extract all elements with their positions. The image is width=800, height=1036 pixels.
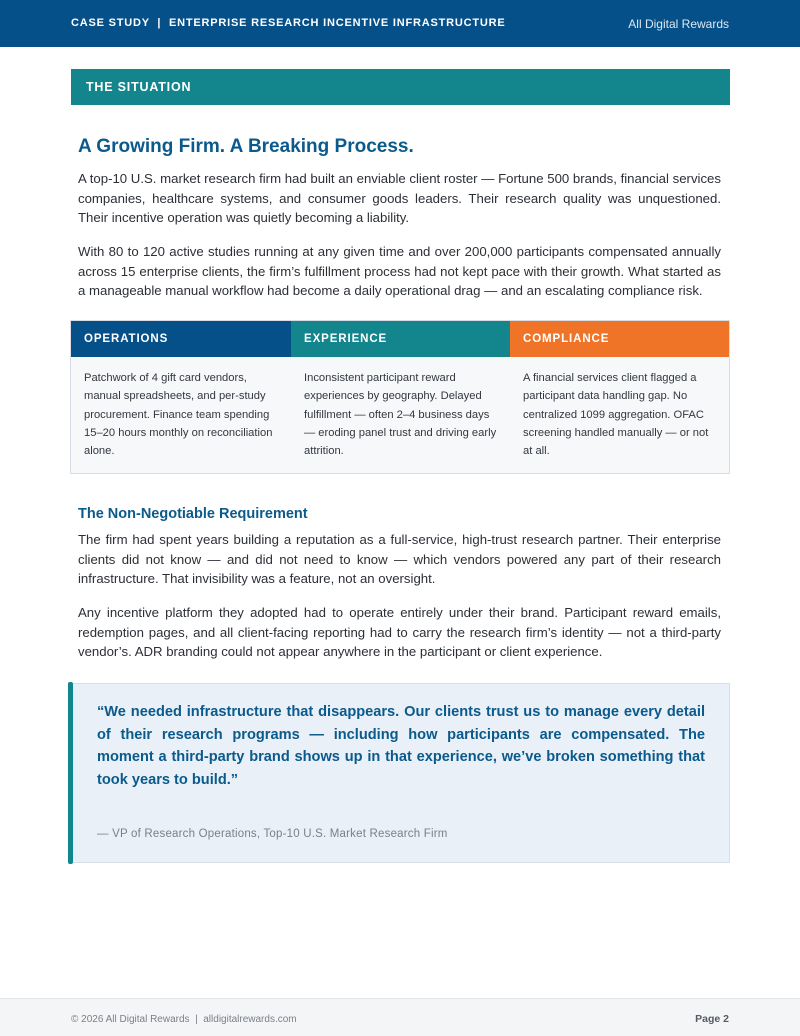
page-heading: A Growing Firm. A Breaking Process. [78,136,414,157]
intro-paragraph-1: A top-10 U.S. market research firm had built an enviable client roster — Fortune 500 brands, financial services companies, healthcare systems, and consumer goods leaders. Their research quality was unquestioned. Their incentive operation was quietly becoming a liability. [78,171,721,225]
footer [0,998,800,1036]
card-compliance-body: A financial services client flagged a participant data handling gap. No centralized 1099 aggregation. OFAC screening handled manually — or not at all. [523,372,709,458]
intro-paragraph-2: With 80 to 120 active studies running at any given time and over 200,000 participants compensated annually across 15 enterprise clients, the firm’s fulfillment process had not kept pace with their growth. What started as a manageable manual workflow had become a daily operational drag — and an escalating compliance risk. [78,244,721,298]
challenge-cards [70,320,730,474]
requirement-paragraph-2: Any incentive platform they adopted had to operate entirely under their brand. Participant reward emails, redemption pages, and all client-facing reporting had to carry the research firm’s identity — not a third-party vendor’s. ADR branding could not appear anywhere in the participant or client experience. [78,605,721,659]
page-number: Page 2 [695,1013,729,1025]
card-experience [291,321,511,473]
pull-quote [68,683,730,863]
section-banner [71,69,730,105]
card-compliance-title: COMPLIANCE [510,321,729,357]
card-experience-body: Inconsistent participant reward experiences by geography. Delayed fulfillment — often 2–4 business days — eroding panel trust and driving early attrition. [304,372,497,458]
quote-attribution: — VP of Research Operations, Top-10 U.S. Market Research Firm [97,828,448,840]
section-label: THE SITUATION [86,80,192,94]
quote-text: “We needed infrastructure that disappears. Our clients trust us to manage every detail of their research programs — including how participants are compensated. The moment a third-party brand shows up in that experience, we’ve broken something that took years to build.” [97,704,705,788]
card-compliance [510,321,729,473]
footer-copyright: © 2026 All Digital Rewards | alldigitalrewards.com [71,1014,297,1025]
card-operations [71,321,292,473]
requirement-paragraph-1: The firm had spent years building a reputation as a full-service, high-trust research partner. Their enterprise clients did not know — and did not need to know — which vendors powered any part of their research infrastructure. That invisibility was a feature, not an oversight. [78,532,721,586]
header-brand: All Digital Rewards [628,17,729,31]
subheading: The Non-Negotiable Requirement [78,506,308,522]
card-experience-title: EXPERIENCE [291,321,510,357]
card-operations-body: Patchwork of 4 gift card vendors, manual spreadsheets, and per-study procurement. Finance team spending 15–20 hours monthly on reconciliation alone. [84,372,273,458]
header-bar [0,0,800,47]
header-title: CASE STUDY | ENTERPRISE RESEARCH INCENTIVE INFRASTRUCTURE [71,17,506,29]
quote-accent-bar [68,682,73,864]
card-operations-title: OPERATIONS [71,321,291,357]
